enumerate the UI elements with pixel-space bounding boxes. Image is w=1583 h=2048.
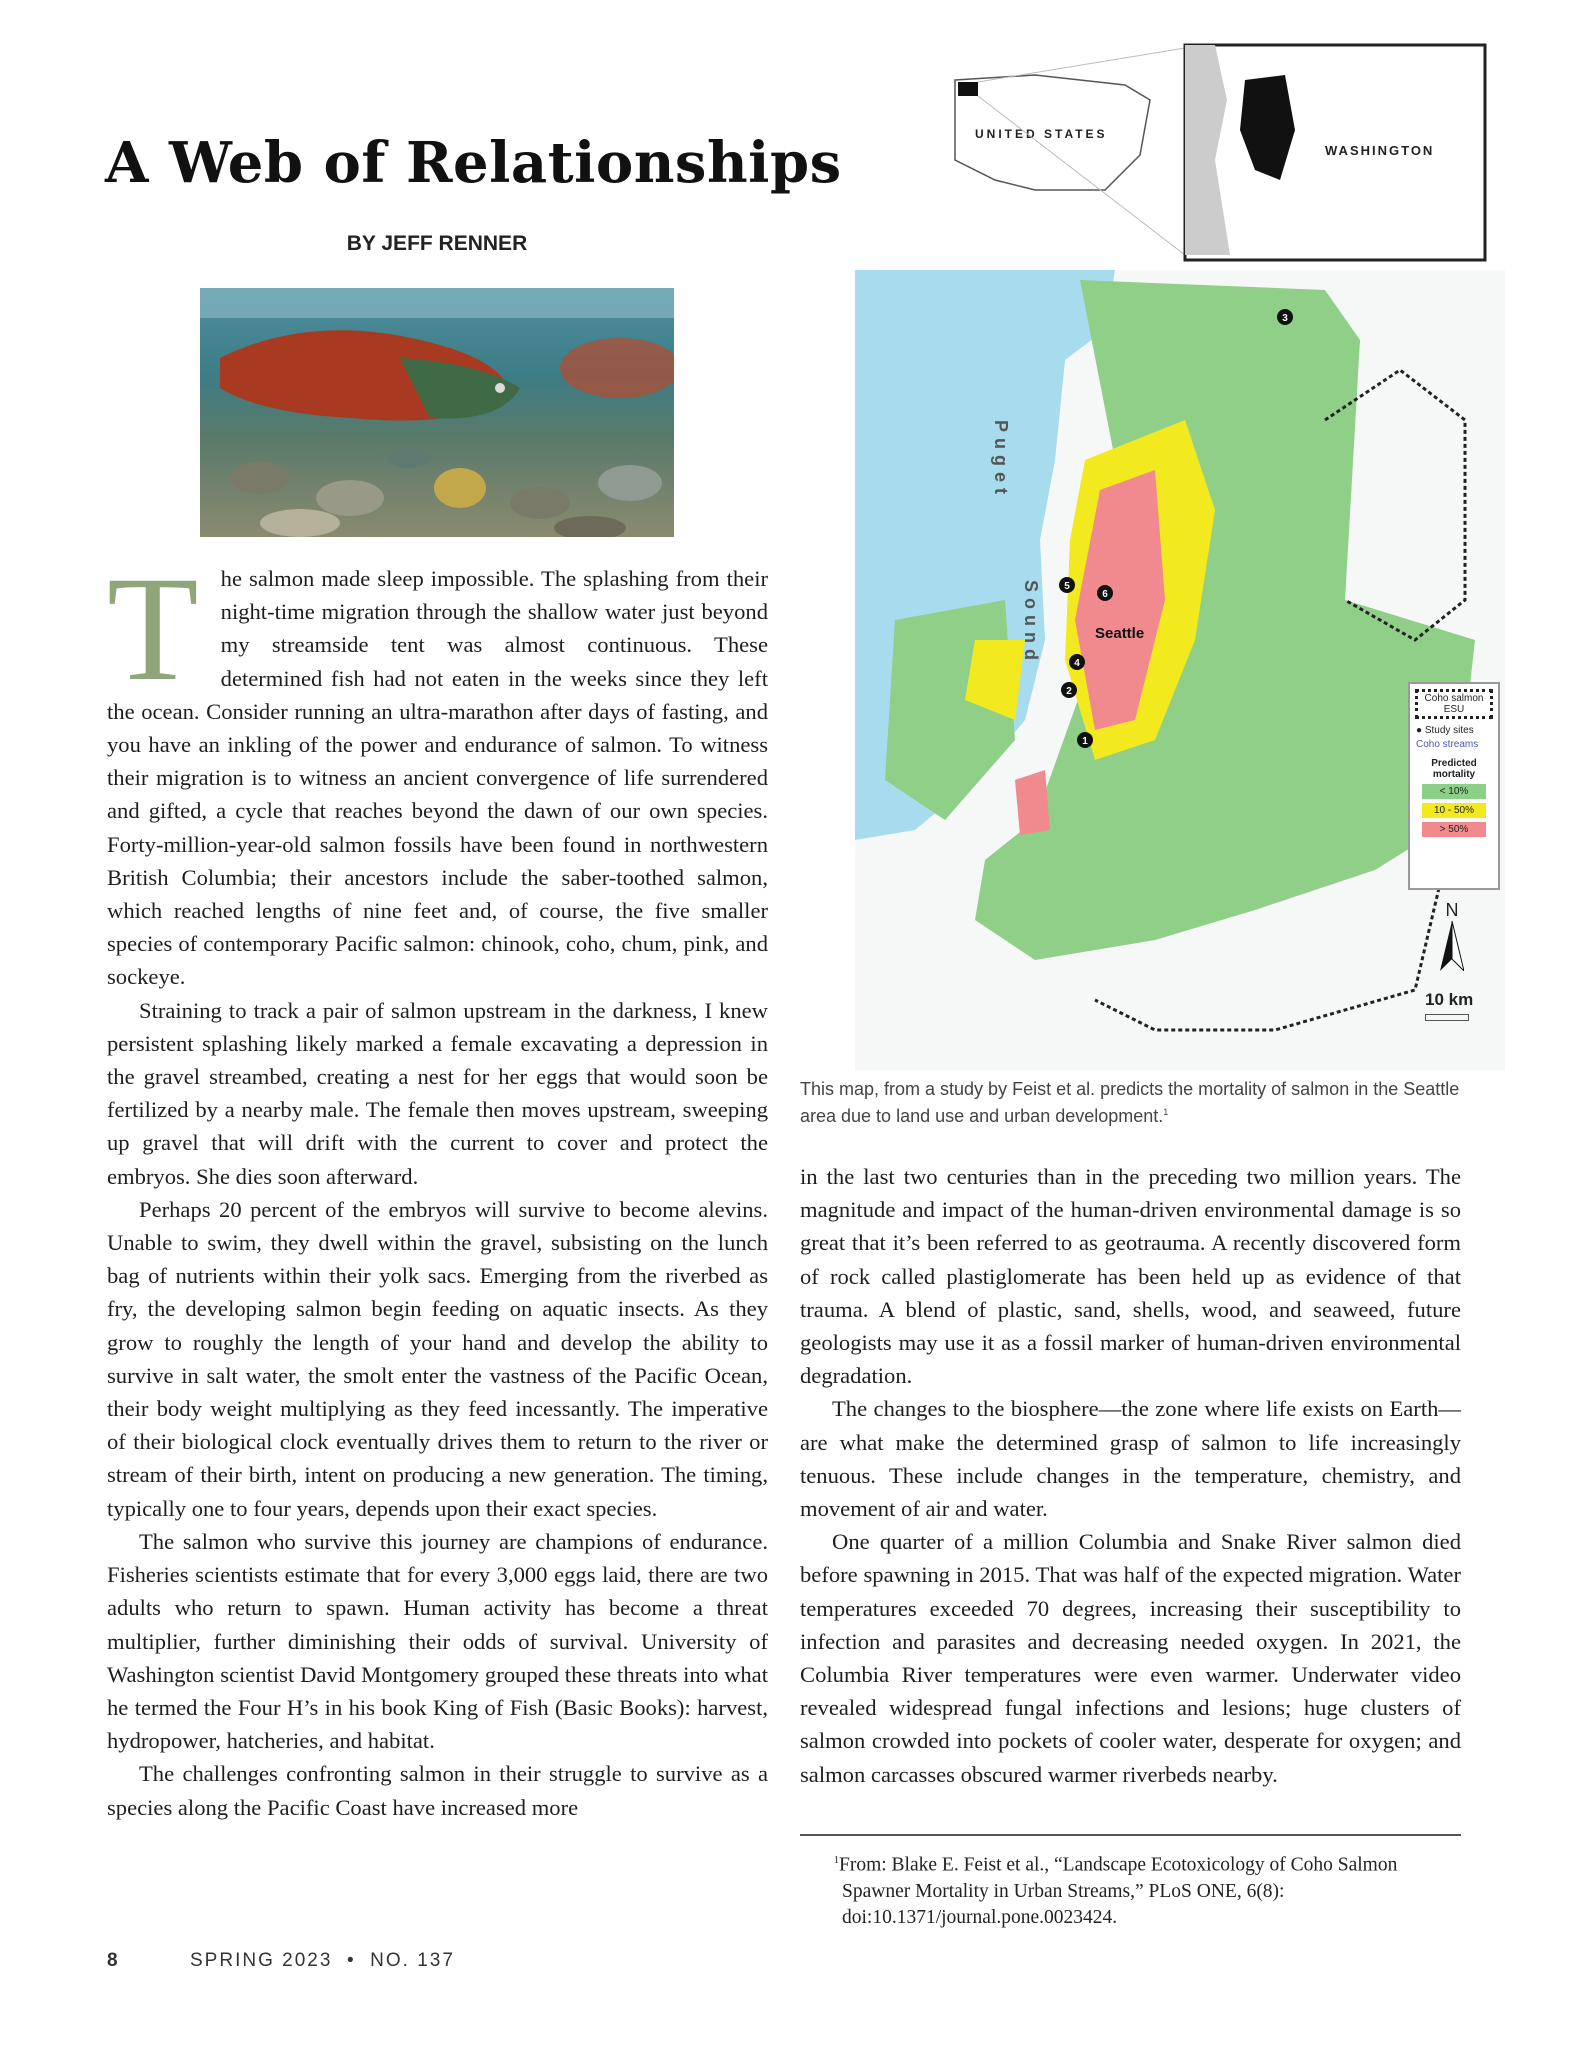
drop-cap: T — [107, 546, 199, 712]
legend-mid: 10 - 50% — [1422, 803, 1486, 818]
study-site-5: 5 — [1064, 581, 1070, 592]
study-site-dot-icon: ● — [1416, 725, 1423, 736]
scale-label: 10 km — [1425, 990, 1474, 1009]
paragraph: One quarter of a million Columbia and Snake River salmon died before spawning in 2015. That was half of the expected migration. Water temperatures exceeded 70 degrees, increasing their susceptibility to infection and parasites and decreasing needed oxygen. In 2021, the Columbia River temperatures were even warmer. Underwater video revealed widespread fungal infections and lesions; huge clusters of salmon crowded into pockets of cooler water, desperate for oxygen; and salmon carcasses obscured warmer riverbeds nearby. — [800, 1529, 1461, 1787]
washington-label: WASHINGTON — [1325, 143, 1435, 158]
study-site-6: 6 — [1102, 589, 1108, 600]
map-caption — [800, 1078, 1480, 1128]
footnote-mark: 1 — [834, 1855, 839, 1866]
right-column — [800, 1160, 1461, 1791]
study-site-4: 4 — [1074, 658, 1080, 669]
sound-label: Sound — [1021, 580, 1041, 666]
caption-text: This map, from a study by Feist et al. predicts the mortality of salmon in the Seattle area due to land use and urban development. — [800, 1079, 1460, 1126]
paragraph: The changes to the biosphere—the zone where life exists on Earth—are what make the determined grasp of salmon to life increasingly tenuous. These include changes in the temperature, chemistry, and movement of air and water. — [800, 1396, 1461, 1522]
study-site-2: 2 — [1066, 686, 1072, 697]
footnote-divider — [800, 1834, 1461, 1836]
puget-label: Puget — [991, 420, 1011, 501]
caption-footnote-ref: 1 — [1163, 1107, 1169, 1117]
left-column — [107, 546, 768, 1824]
salmon-mortality-map — [855, 40, 1505, 1070]
paragraph: The challenges confronting salmon in their struggle to survive as a species along the Pacific Coast have increased more — [107, 1761, 768, 1820]
legend-low: < 10% — [1422, 784, 1486, 799]
paragraph: in the last two centuries than in the preceding two million years. The magnitude and impact of the human-driven environmental damage is so great that it’s been referred to as geotrauma. A recently discovered form of rock called plastiglomerate has been held up as evidence of that trauma. A blend of plastic, sand, shells, wood, and seaweed, future geologists may use it as a fossil marker of human-driven environmental degradation. — [800, 1164, 1461, 1389]
article-title: A Web of Relationships — [105, 130, 842, 196]
north-arrow-icon — [1440, 900, 1464, 976]
paragraph: he salmon made sleep impossible. The splashing from their night-time migration through the shallow water just beyond my streamside tent was almost continuous. These determined fish had not eaten in the weeks since they left the ocean. Consider running an ultra-marathon after days of fasting, and you have an inkling of the power and endurance of salmon. To witness their migration is to witness an ancient convergence of life surrendered and gifted, a cycle that reaches beyond the dawn of our own species. Forty-million-year-old salmon fossils have been found in northwestern British Columbia; their ancestors include the saber-toothed salmon, which reached lengths of nine feet and, of course, the five smaller species of contemporary Pacific salmon: chinook, coho, chum, pink, and sockeye. — [107, 566, 768, 990]
page-number: 8 — [107, 1950, 120, 1971]
study-site-1: 1 — [1082, 736, 1088, 747]
north-label: N — [1445, 900, 1459, 920]
puget-sound-map — [855, 270, 1505, 1070]
footnote-text: From: Blake E. Feist et al., “Landscape Ecotoxicology of Coho Salmon Spawner Mortality in Urban Streams,” PLoS ONE, 6(8): doi:10.1371/journal.pone.0023424. — [839, 1854, 1398, 1928]
us-label: UNITED STATES — [975, 127, 1108, 141]
paragraph: The salmon who survive this journey are champions of endurance. Fisheries scientists estimate that for every 3,000 eggs laid, there are two adults who return to spawn. Human activity has become a threat multiplier, further diminishing their odds of survival. University of Washington scientist David Montgomery grouped these threats into what he termed the Four H’s in his book King of Fish (Basic Books): harvest, hydropower, hatcheries, and habitat. — [107, 1528, 768, 1754]
legend-esu: Coho salmon ESU — [1415, 689, 1493, 719]
legend-study-sites: Study sites — [1424, 725, 1474, 736]
issue-label: SPRING 2023 • NO. 137 — [190, 1950, 455, 1971]
seattle-label: Seattle — [1095, 625, 1145, 642]
salmon-photo — [200, 288, 674, 537]
scale-bar — [1425, 990, 1473, 1021]
footnote — [834, 1848, 1462, 1931]
study-site-3: 3 — [1282, 313, 1288, 324]
legend-high: > 50% — [1422, 822, 1486, 837]
us-inset-map — [955, 45, 1485, 260]
legend-heading: Predicted mortality — [1431, 758, 1477, 780]
salmon-underwater-image — [200, 288, 674, 537]
legend-streams: Coho streams — [1416, 739, 1479, 750]
paragraph: Straining to track a pair of salmon upstream in the darkness, I knew persistent splashing likely marked a female excavating a depression in the gravel streambed, creating a nest for her eggs that would soon be fertilized by a nearby male. The female then moves upstream, sweeping up gravel that will drift with the current to cover and protect the embryos. She dies soon afterward. — [107, 997, 768, 1189]
paragraph: Perhaps 20 percent of the embryos will survive to become alevins. Unable to swim, they dwell within the gravel, subsisting on the lunch bag of nutrients within their yolk sacs. Emerging from the riverbed as fry, the developing salmon begin feeding on aquatic insects. As they grow to roughly the length of your hand and develop the ability to survive in salt water, the smolt enter the vastness of the Pacific Ocean, their body weight multiplying as they feed incessantly. The imperative of their biological clock eventually drives them to return to the river or stream of their birth, intent on producing a new generation. The timing, typically one to four years, depends upon their exact species. — [107, 1196, 768, 1521]
map-legend — [1408, 682, 1500, 890]
byline: BY JEFF RENNER — [346, 232, 528, 255]
